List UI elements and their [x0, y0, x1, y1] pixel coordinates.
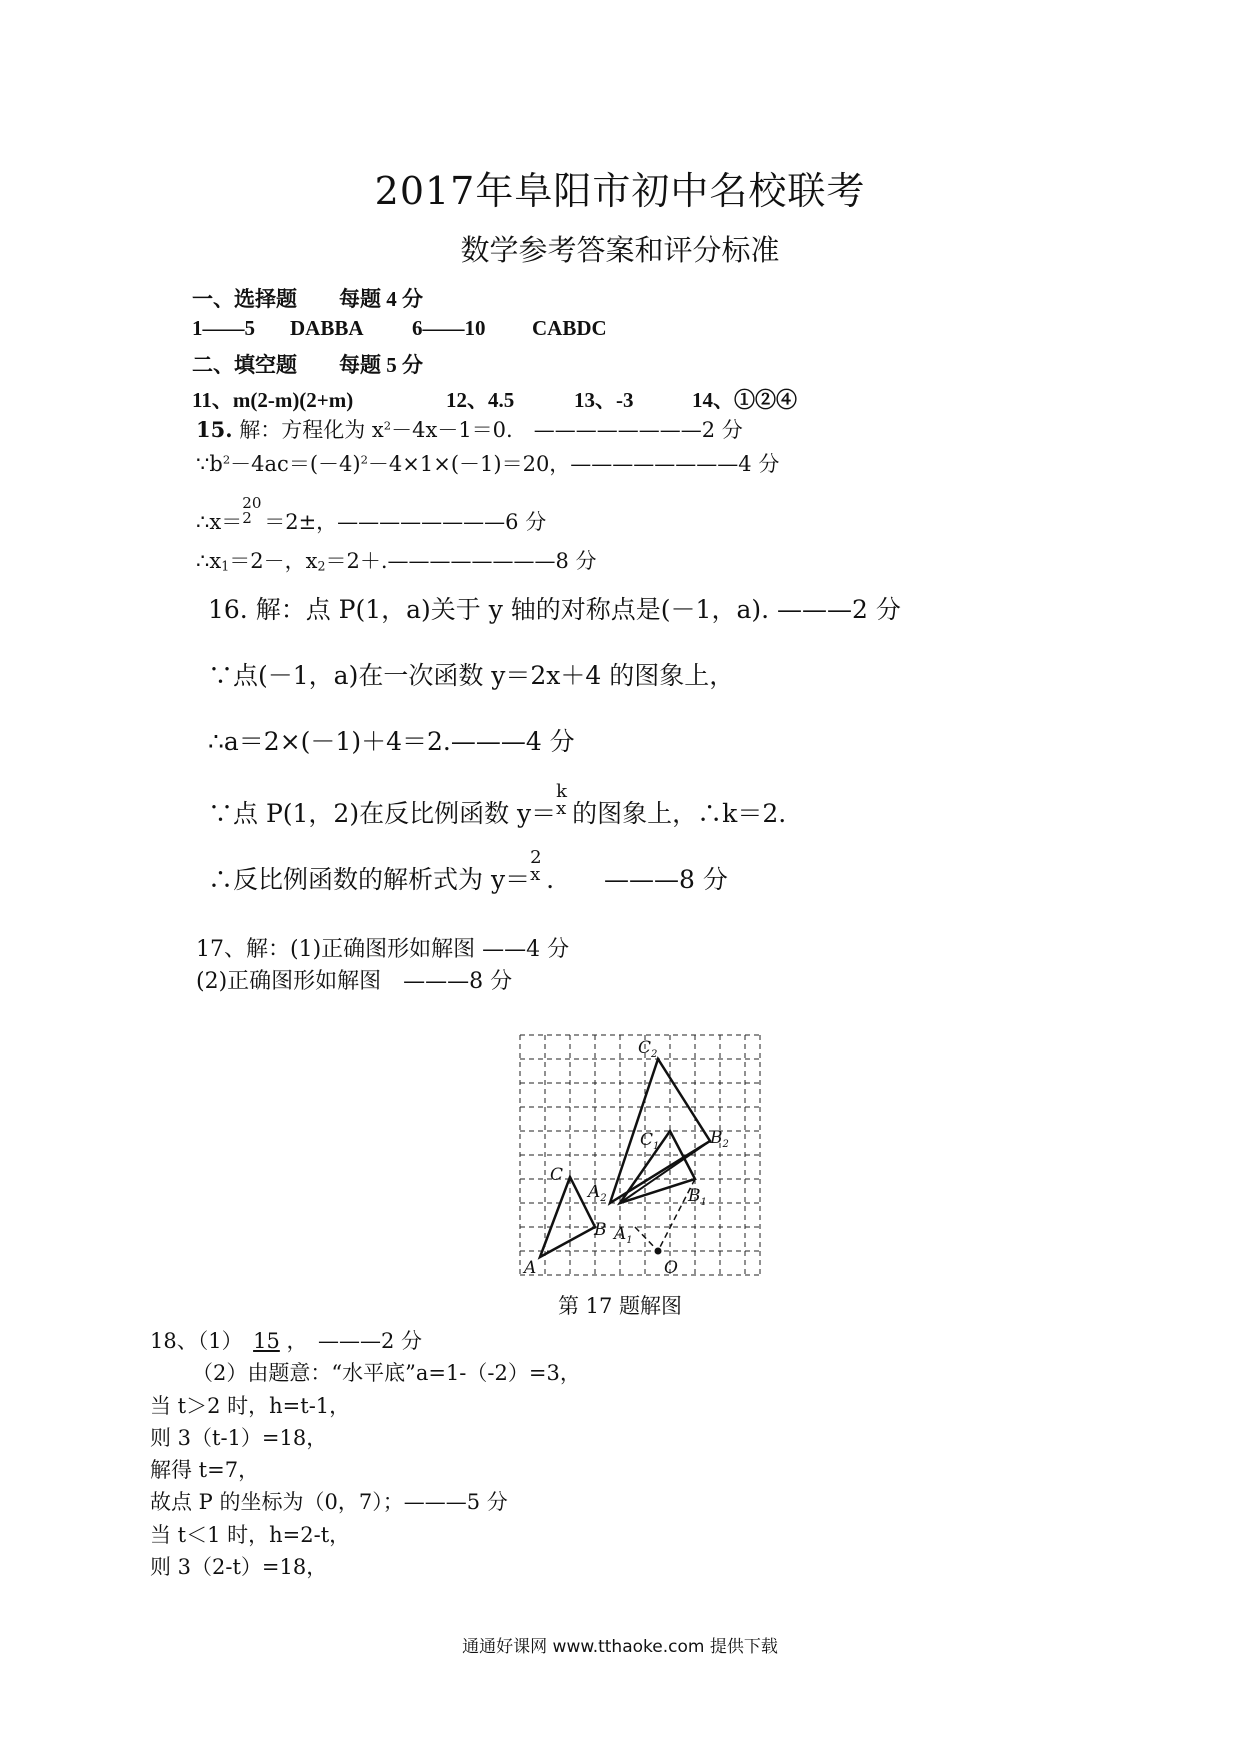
q16-line5 — [208, 846, 728, 896]
q15-l2-b: －4ac＝(－4) — [230, 452, 361, 476]
q16-line4 — [208, 780, 787, 830]
answer-12: 12、4.5 — [446, 388, 515, 412]
q15-exponent: 2 — [383, 418, 392, 433]
q15-l3-a: ∴x＝ — [196, 510, 243, 534]
q15-line3 — [196, 494, 547, 536]
q16-l5-b: . ———8 分 — [546, 865, 728, 894]
q18-answer: 15 — [253, 1329, 280, 1353]
q17-line1: 17、解：(1)正确图形如解图 ——4 分 — [196, 937, 570, 962]
q15-text-a: 解：方程化为 x — [232, 418, 384, 442]
label-c1: $C_1$ — [640, 1130, 660, 1152]
q15-l2-exp2: 2 — [360, 452, 368, 467]
label-b: B — [594, 1220, 607, 1240]
figure-caption: 第 17 题解图 — [557, 1294, 683, 1318]
page-subtitle: 数学参考答案和评分标准 — [460, 233, 780, 267]
q15-l4-c: ＝2＋.————————8 分 — [325, 549, 597, 573]
q18-line5: 解得 t=7， — [150, 1458, 260, 1482]
section1-range-1: 1——5 — [192, 316, 255, 340]
q16-l5-a: ∴反比例函数的解析式为 y＝ — [208, 865, 531, 894]
section1-answers-1: DABBA — [290, 316, 364, 340]
q15-fraction-num: 20 — [242, 494, 262, 513]
section2-heading: 二、填空题 每题 5 分 — [192, 353, 423, 377]
q15-l2-a: ∵b — [196, 452, 223, 476]
q18-line2: （2）由题意：“水平底”a=1-（-2）=3， — [192, 1361, 581, 1385]
dashed-a1-o — [635, 1227, 658, 1251]
q18-line7: 当 t＜1 时，h=2-t， — [150, 1523, 351, 1547]
triangle-abc — [540, 1177, 595, 1257]
q16-line2: ∵点(－1，a)在一次函数 y＝2x＋4 的图象上， — [208, 661, 735, 690]
label-c: C — [550, 1165, 564, 1185]
label-a1: $A_1$ — [614, 1224, 633, 1246]
q18-line1 — [150, 1325, 422, 1355]
label-o: O — [664, 1258, 678, 1278]
q18-line3: 当 t＞2 时，h=t-1， — [150, 1394, 351, 1418]
q18-l1-a: 18、（1） — [150, 1329, 254, 1353]
q16-line1: 16. 解：点 P(1，a)关于 y 轴的对称点是(－1，a). ———2 分 — [208, 595, 901, 624]
q16-fraction-2-den: x — [530, 864, 541, 886]
label-b1: $B_1$ — [688, 1186, 707, 1208]
footer-source: 通通好课网 www.tthaoke.com 提供下载 — [462, 1637, 778, 1657]
q16-line3: ∴a＝2×(－1)＋4＝2.———4 分 — [208, 727, 575, 756]
q15-l2-exp1: 2 — [222, 452, 231, 467]
point-o — [655, 1248, 662, 1255]
q15-text-b: －4x－1＝0. ————————2 分 — [391, 418, 743, 442]
q15-fraction — [242, 494, 264, 529]
q17-line2: (2)正确图形如解图 ———8 分 — [196, 969, 513, 994]
label-c2: $C_2$ — [638, 1038, 658, 1060]
page-title: 2017年阜阳市初中名校联考 — [374, 169, 866, 213]
answer-11: 11、m(2-m)(2+m) — [192, 388, 354, 412]
q16-fraction-2 — [530, 846, 546, 888]
q17-grid-figure — [510, 1025, 770, 1285]
q15-l2-c: －4×1×(－1)＝20，————————4 分 — [367, 452, 780, 476]
grid-lines — [520, 1035, 760, 1275]
q15-l3-b: ＝2±，————————6 分 — [264, 510, 547, 534]
q18-line8: 则 3（2-t）=18， — [150, 1555, 328, 1579]
section1-heading: 一、选择题 每题 4 分 — [192, 287, 423, 311]
q15-line4 — [196, 545, 597, 575]
section1-range-2: 6——10 — [412, 316, 486, 340]
answer-13: 13、-3 — [574, 388, 634, 412]
q18-l1-b: ， ———2 分 — [279, 1329, 423, 1353]
q16-l4-b: 的图象上，∴k＝2. — [572, 799, 787, 828]
q16-fraction-2-num: 2 — [530, 846, 542, 868]
label-a2: $A_2$ — [588, 1182, 607, 1204]
q16-l4-a: ∵点 P(1，2)在反比例函数 y＝ — [208, 799, 557, 828]
answer-14: 14、①②④ — [692, 388, 797, 412]
q15-l4-b: ＝2－，x — [229, 549, 318, 573]
q15-l4-a: ∴x — [196, 549, 222, 573]
q16-fraction-k-den: x — [556, 798, 567, 820]
q15-line2 — [196, 448, 779, 478]
label-b2: $B_2$ — [710, 1128, 729, 1150]
label-a: A — [524, 1258, 537, 1278]
q16-fraction-k — [556, 780, 572, 822]
q18-line4: 则 3（t-1）=18， — [150, 1426, 328, 1450]
q15-fraction-den: 2 — [242, 508, 252, 527]
q15-l4-sub2: 2 — [317, 558, 326, 574]
q15-line1 — [196, 414, 743, 444]
q15-number: 15. — [196, 417, 233, 442]
section1-answers-2: CABDC — [532, 316, 607, 340]
q18-line6: 故点 P 的坐标为（0，7）；———5 分 — [150, 1490, 508, 1514]
q15-l4-sub1: 1 — [221, 558, 230, 574]
q16-fraction-k-num: k — [556, 780, 568, 802]
